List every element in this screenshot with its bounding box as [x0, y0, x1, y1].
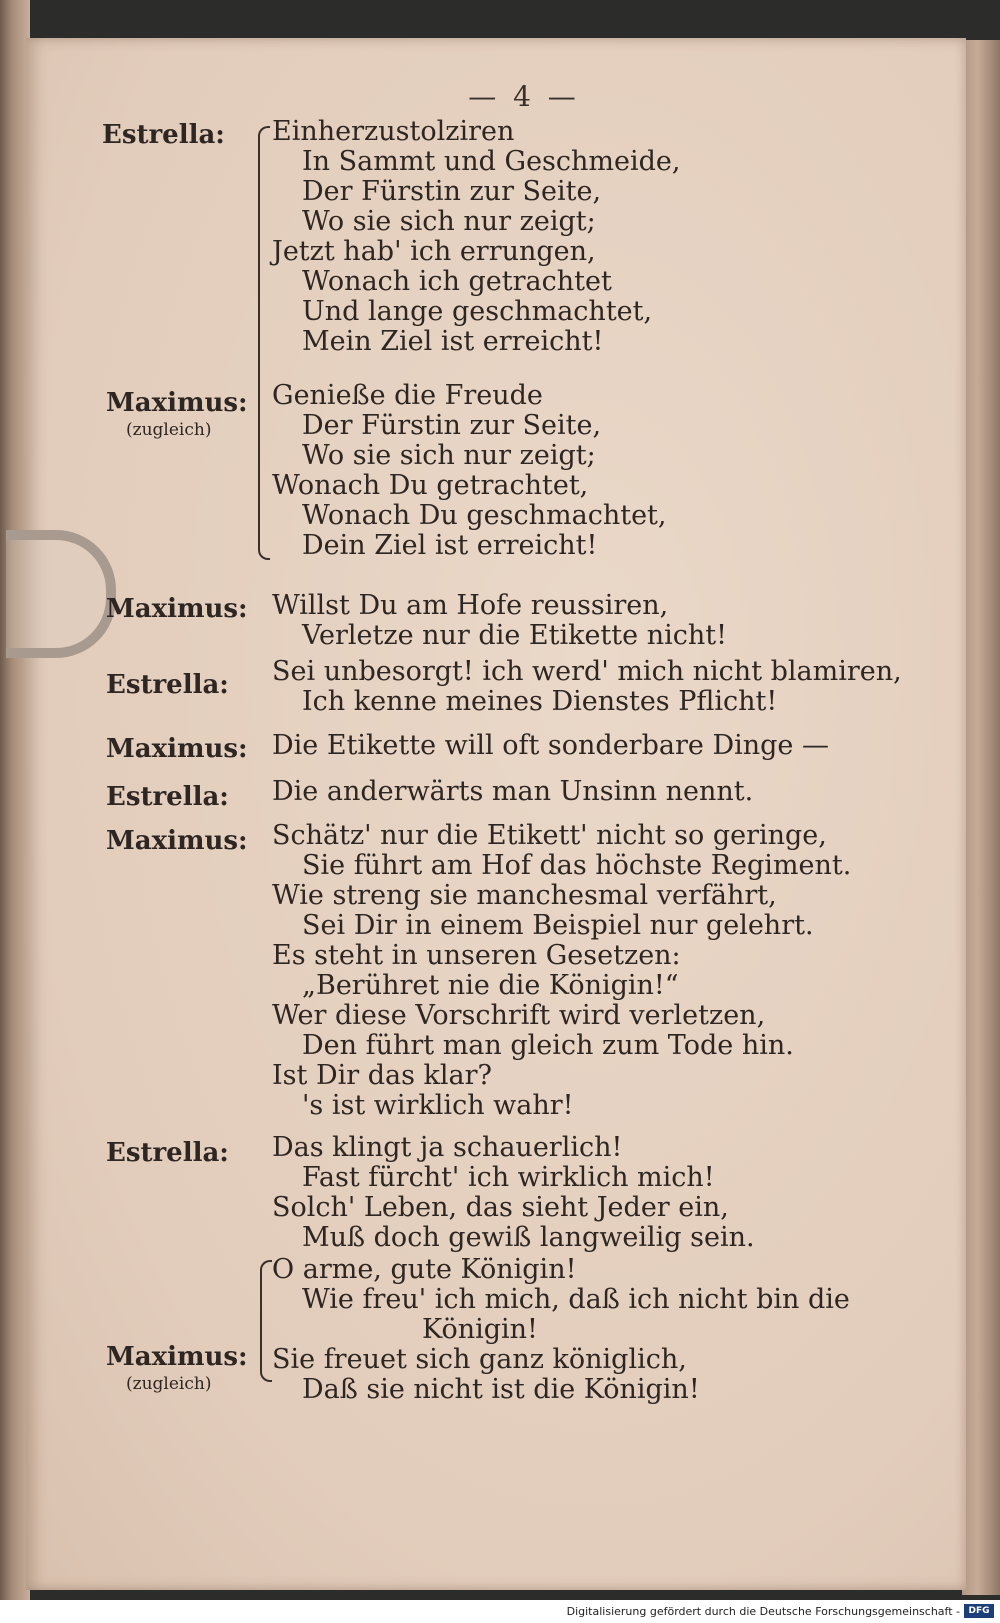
- verse-line: Sei unbesorgt! ich werd' mich nicht blamiren,: [272, 656, 902, 687]
- verse-line: Es steht in unseren Gesetzen:: [272, 940, 681, 971]
- verse-line: Die Etikette will oft sonderbare Dinge —: [272, 730, 829, 761]
- verse-line: Die anderwärts man Unsinn nennt.: [272, 776, 754, 807]
- verse-line: „Berühret nie die Königin!“: [302, 970, 679, 1001]
- speaker-label: Estrella:: [102, 120, 225, 150]
- verse-line: Wo sie sich nur zeigt;: [302, 206, 596, 237]
- verse-line: Ich kenne meines Dienstes Pflicht!: [302, 686, 778, 717]
- verse-line: Wonach Du getrachtet,: [272, 470, 589, 501]
- brace-bracket: [258, 126, 270, 338]
- speaker-label: Estrella:: [106, 782, 229, 812]
- verse-line: Ist Dir das klar?: [272, 1060, 493, 1091]
- verse-line: Königin!: [422, 1314, 538, 1345]
- verse-line: Daß sie nicht ist die Königin!: [302, 1374, 700, 1405]
- verse-line: Fast fürcht' ich wirklich mich!: [302, 1162, 715, 1193]
- brace-bracket: [260, 1260, 272, 1320]
- verse-line: Wonach ich getrachtet: [302, 266, 612, 297]
- stage-direction: (zugleich): [126, 420, 212, 440]
- verse-line: In Sammt und Geschmeide,: [302, 146, 681, 177]
- verse-line: Schätz' nur die Etikett' nicht so geringe,: [272, 820, 827, 851]
- verse-line: Sie freuet sich ganz königlich,: [272, 1344, 687, 1375]
- brace-bracket: [260, 1320, 272, 1382]
- verse-line: Genieße die Freude: [272, 380, 543, 411]
- footer-bar: [0, 1600, 1000, 1623]
- verse-line: O arme, gute Königin!: [272, 1254, 577, 1285]
- verse-line: Muß doch gewiß langweilig sein.: [302, 1222, 755, 1253]
- verse-line: Willst Du am Hofe reussiren,: [272, 590, 669, 621]
- verse-line: Wonach Du geschmachtet,: [302, 500, 667, 531]
- speaker-label: Maximus:: [106, 594, 248, 624]
- dfg-logo: DFG: [964, 1604, 994, 1618]
- verse-line: Wer diese Vorschrift wird verletzen,: [272, 1000, 766, 1031]
- verse-line: 's ist wirklich wahr!: [302, 1090, 574, 1121]
- speaker-label: Estrella:: [106, 670, 229, 700]
- speaker-label: Estrella:: [106, 1138, 229, 1168]
- verse-line: Verletze nur die Etikette nicht!: [302, 620, 727, 651]
- book-page: [26, 38, 966, 1590]
- verse-line: Das klingt ja schauerlich!: [272, 1132, 623, 1163]
- verse-line: Wie freu' ich mich, daß ich nicht bin die: [302, 1284, 850, 1315]
- verse-line: Der Fürstin zur Seite,: [302, 410, 602, 441]
- speaker-label: Maximus:: [106, 388, 248, 418]
- page-stack-edge: [962, 40, 1000, 1595]
- verse-line: Und lange geschmachtet,: [302, 296, 653, 327]
- speaker-label: Maximus:: [106, 826, 248, 856]
- page-number: — 4 —: [468, 80, 580, 113]
- funding-credit: Digitalisierung gefördert durch die Deutsche Forschungsgemeinschaft -: [566, 1605, 960, 1618]
- verse-line: Der Fürstin zur Seite,: [302, 176, 602, 207]
- paper-clip-icon: [6, 530, 116, 658]
- verse-line: Solch' Leben, das sieht Jeder ein,: [272, 1192, 729, 1223]
- verse-line: Einherzustolziren: [272, 116, 515, 147]
- verse-line: Jetzt hab' ich errungen,: [272, 236, 596, 267]
- brace-bracket: [258, 338, 270, 560]
- verse-line: Wo sie sich nur zeigt;: [302, 440, 596, 471]
- speaker-label: Maximus:: [106, 1342, 248, 1372]
- verse-line: Sie führt am Hof das höchste Regiment.: [302, 850, 852, 881]
- stage-direction: (zugleich): [126, 1374, 212, 1394]
- verse-line: Sei Dir in einem Beispiel nur gelehrt.: [302, 910, 814, 941]
- verse-line: Dein Ziel ist erreicht!: [302, 530, 598, 561]
- verse-line: Den führt man gleich zum Tode hin.: [302, 1030, 794, 1061]
- verse-line: Wie streng sie manchesmal verfährt,: [272, 880, 777, 911]
- verse-line: Mein Ziel ist erreicht!: [302, 326, 604, 357]
- speaker-label: Maximus:: [106, 734, 248, 764]
